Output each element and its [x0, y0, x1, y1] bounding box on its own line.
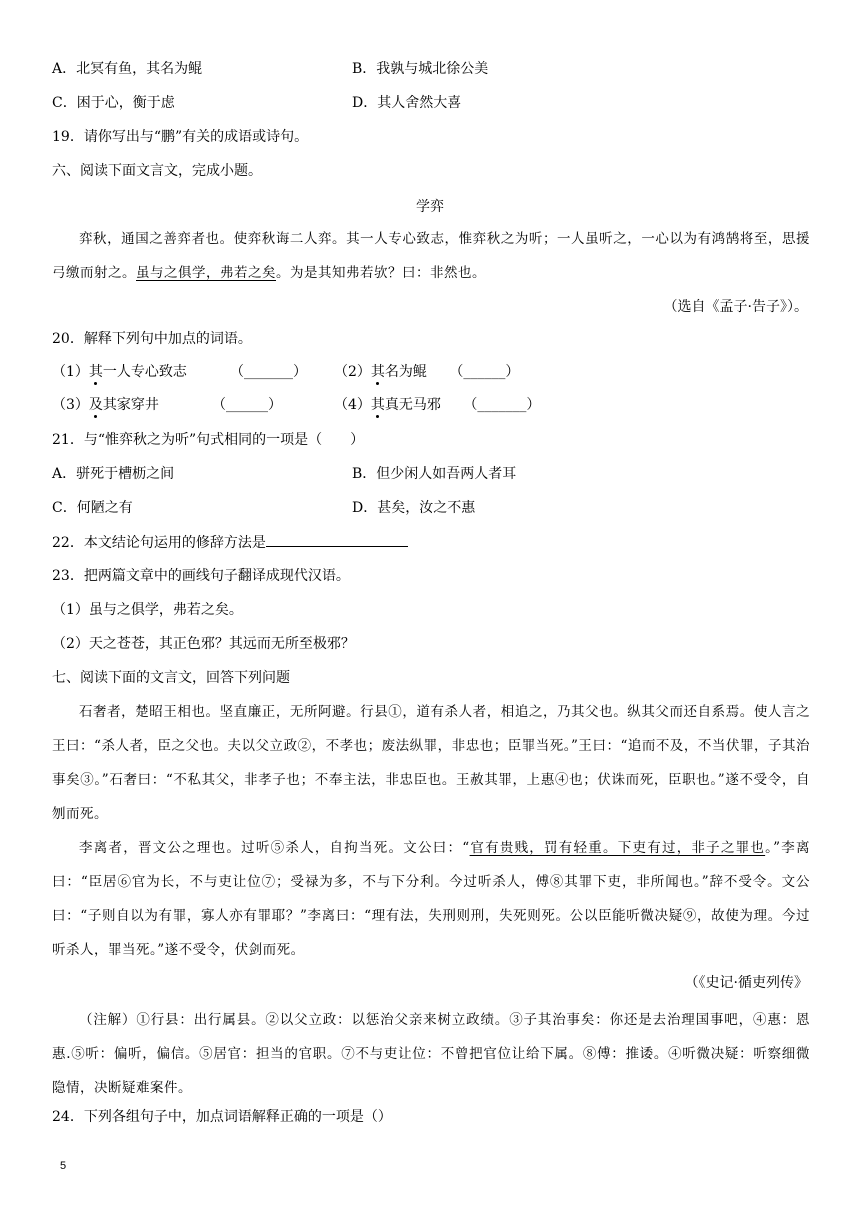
- q20-item2-dotted-word: 其: [370, 364, 385, 380]
- q21-option-row-1: [52, 464, 517, 484]
- q23-sentence-1: （1）虽与之俱学，弗若之矣。: [52, 602, 243, 618]
- passage-shishe: 石奢者，楚昭王相也。坚直廉正，无所阿避。行县①，道有杀人者，相追之，乃其父也。纵其父而还自系焉。使人言之王曰：“杀人者，臣之父也。夫以父立政②，不孝也；废法纵罪，非忠也；臣罪当死。”王曰：“追而不及，不当伏罪，子其治事矣③。”石奢曰：“不私其父，非孝子也；不奉主法，非忠臣也。王赦其罪，上惠④也；伏诛而死，臣职也。”遂不受令，自刎而死。: [52, 704, 810, 822]
- q21-option-d: D．甚矣，汝之不惠: [352, 500, 476, 516]
- q20-item1-dotted-word: 其: [88, 364, 103, 380]
- q20-row-2: [52, 395, 541, 415]
- q20-row-1: [52, 362, 520, 382]
- q20-item3-blank: （______）: [212, 397, 282, 413]
- q20-item1-blank: （_______）: [230, 364, 307, 380]
- q20-item3-text: 其家穿井: [102, 397, 159, 413]
- q20-item4-blank: （_______）: [463, 397, 541, 413]
- q20-item3-dotted-word: 及: [88, 397, 103, 413]
- q21-option-a: A．骈死于槽枥之间: [52, 466, 175, 482]
- passage-lili-post: 。”李离曰：“臣居⑥官为长，不与吏让位⑦；受禄为多，不与下分利。今过听杀人，傅⑧其罪下吏，非所闻也。”辞不受令。文公曰：“子则自以为有罪，寡人亦有罪耶？”李离曰：“理有法，失刑则刑，失死则死。公以臣能听微决疑⑨，故使为理。今过听杀人，罪当死。”遂不受令，伏剑而死。: [52, 840, 810, 958]
- q18-option-d: D．其人舍然大喜: [352, 95, 462, 111]
- q18-option-a: A．北冥有鱼，其名为鲲: [52, 61, 203, 77]
- question-23-stem: 23．把两篇文章中的画线句子翻译成现代汉语。: [52, 568, 350, 584]
- passage-xueyi-line1: 弈秋，通国之善弈者也。使弈秋诲二人弈。其一人专心致志，惟弈秋之为听；一人虽听之，一心以为有鸿鹄将: [79, 231, 754, 247]
- q18-option-row-1: [52, 59, 489, 79]
- passage-lili-pre: 李离者，晋文公之理也。过听⑤杀人，自拘当死。文公曰：“: [79, 840, 470, 856]
- q20-item2: [334, 362, 519, 382]
- q21-option-b: B．但少闲人如吾两人者耳: [352, 466, 517, 482]
- q20-item2-text: 名为鲲: [384, 364, 427, 380]
- q20-item4: [334, 395, 540, 415]
- passage-xueyi: [52, 222, 810, 290]
- question-19: 19．请你写出与“鹏”有关的成语或诗句。: [52, 129, 309, 145]
- q22-answer-blank: [266, 532, 408, 547]
- passage-lili: [52, 831, 810, 967]
- q21-option-c: C．何陋之有: [52, 500, 133, 516]
- passage-title: 学弈: [416, 199, 444, 215]
- question-21-stem: 21．与“惟弈秋之为听”句式相同的一项是（ ）: [52, 432, 365, 448]
- underlined-sentence-1: 虽与之俱学，弗若之矣: [136, 265, 276, 281]
- passage-xueyi-line2-post: 。为是其知弗若欤？曰：非然也。: [276, 265, 486, 281]
- q20-item2-num: （2）: [334, 364, 371, 380]
- annotation-notes: （注解）①行县：出行属县。②以父立政：以惩治父亲来树立政绩。③子其治事矣：你还是去治理国事吧，④惠：恩惠.⑤听：偏听，偏信。⑤居官：担当的官职。⑦不与吏让位：不曾把官位让给下属。⑧傅：推诿。④听微决疑：听察细微隐情，决断疑难案件。: [52, 1012, 810, 1096]
- underlined-sentence-2: 官有贵贱，罚有轻重。下吏有过，非子之罪也: [469, 840, 766, 856]
- question-22-text: 22．本文结论句运用的修辞方法是: [52, 535, 266, 551]
- page-number: 5: [60, 1160, 67, 1172]
- question-24: 24．下列各组句子中，加点词语解释正确的一项是（）: [52, 1109, 392, 1125]
- q20-item4-dotted-word: 其: [370, 397, 385, 413]
- section-6-heading: 六、阅读下面文言文，完成小题。: [52, 163, 262, 179]
- q20-item4-num: （4）: [334, 397, 371, 413]
- section-7-heading: 七、阅读下面的文言文，回答下列问题: [52, 670, 290, 686]
- question-20-stem: 20．解释下列句中加点的词语。: [52, 331, 252, 347]
- q18-option-b: B．我孰与城北徐公美: [352, 61, 489, 77]
- passage-2-source: （《史记·循吏列传》: [684, 975, 808, 991]
- q18-option-c: C．困于心，衡于虑: [52, 95, 175, 111]
- q23-sentence-2: （2）天之苍苍，其正色邪？其远而无所至极邪？: [52, 636, 355, 652]
- q20-item2-blank: （______）: [449, 364, 520, 380]
- q20-item4-text: 真无马邪: [384, 397, 441, 413]
- q20-item1-num: （1）: [52, 364, 89, 380]
- q20-item1-text: 一人专心致志: [102, 364, 187, 380]
- q18-option-row-2: [52, 93, 462, 113]
- passage-source: （选自《孟子·告子》）。: [663, 299, 808, 315]
- q20-item3-num: （3）: [52, 397, 89, 413]
- q21-option-row-2: [52, 498, 476, 518]
- question-22: [52, 532, 408, 553]
- passage-xueyi-line2-pre: 至，思援弓缴而射之。: [52, 231, 811, 281]
